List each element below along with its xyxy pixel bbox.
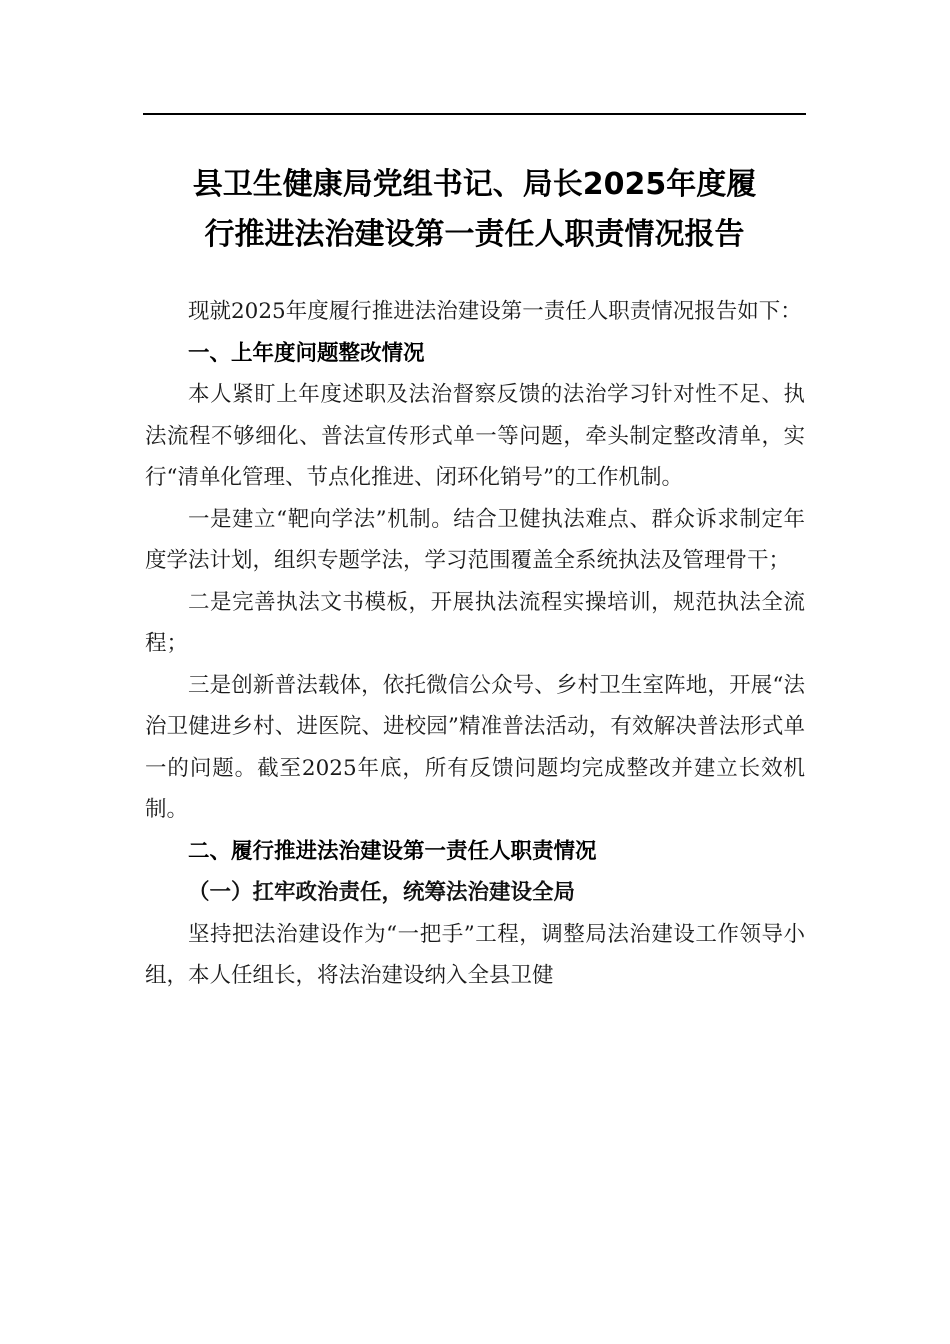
document-body [145, 291, 805, 997]
section-1-heading: 一、上年度问题整改情况 [188, 340, 425, 366]
section-1-paragraph-1: 本人紧盯上年度述职及法治督察反馈的法治学习针对性不足、执法流程不够细化、普法宣传形式单一等问题，牵头制定整改清单，实行“清单化管理、节点化推进、闭环化销号”的工作机制。 [145, 382, 805, 490]
header-rule [143, 113, 806, 115]
section-1-paragraph-4: 三是创新普法载体，依托微信公众号、乡村卫生室阵地，开展“法治卫健进乡村、进医院、进校园”精准普法活动，有效解决普法形式单一的问题。截至2025年底，所有反馈问题均完成整改并建立长效机制。 [145, 672, 805, 822]
section-2-subheading: （一）扛牢政治责任，统筹法治建设全局 [188, 880, 576, 905]
document-title [143, 160, 806, 260]
section-1-paragraph-2: 一是建立“靶向学法”机制。结合卫健执法难点、群众诉求制定年度学法计划，组织专题学法，学习范围覆盖全系统执法及管理骨干； [145, 506, 805, 573]
section-2-heading: 二、履行推进法治建设第一责任人职责情况 [188, 838, 597, 864]
title-line-1: 县卫生健康局党组书记、局长2025年度履 [192, 167, 757, 202]
section-1-paragraph-3: 二是完善执法文书模板，开展执法流程实操培训，规范执法全流程； [145, 589, 805, 656]
title-line-2: 行推进法治建设第一责任人职责情况报告 [204, 217, 745, 252]
section-2-paragraph-1: 坚持把法治建设作为“一把手”工程，调整局法治建设工作领导小组，本人任组长，将法治建设纳入全县卫健 [145, 921, 805, 988]
intro-paragraph: 现就2025年度履行推进法治建设第一责任人职责情况报告如下： [188, 299, 802, 324]
